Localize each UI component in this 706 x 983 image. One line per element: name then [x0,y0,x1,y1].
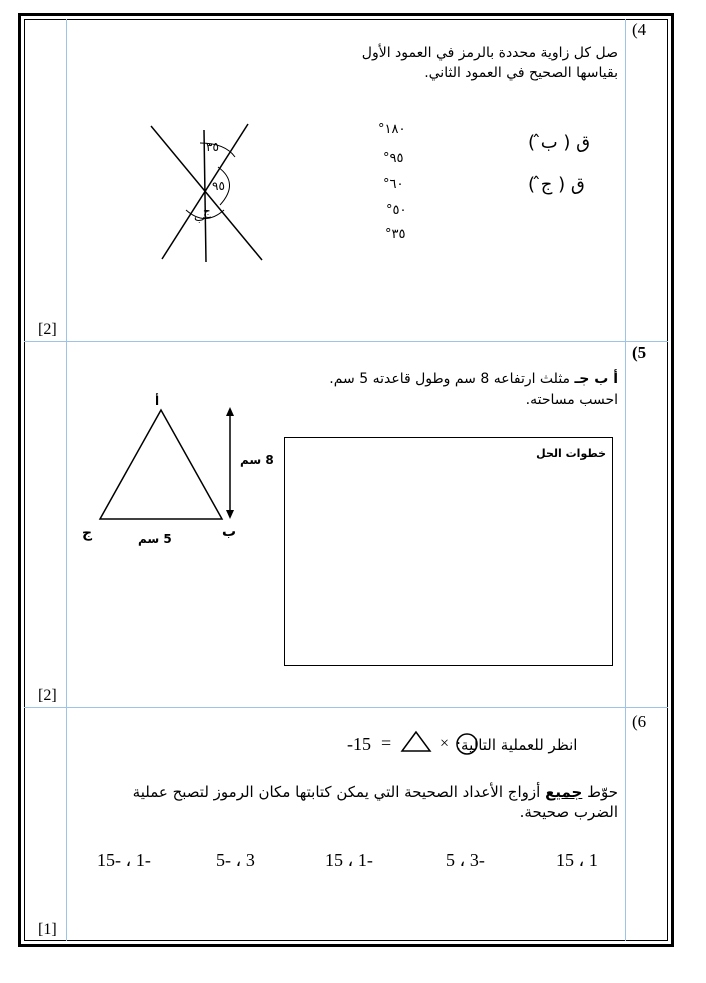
answer-box[interactable] [284,437,613,666]
measure-180: ١٨٠° [378,122,406,137]
triangle-icon [400,730,434,754]
angle-c-item: ق ( ج̂ ) [528,174,585,195]
measure-95: ٩٥° [383,151,404,166]
equals-sign: = [381,733,392,753]
intersecting-lines-figure [140,115,280,265]
number-pair-3[interactable]: -1 ، 15 [325,850,373,870]
angle-label-b: ب [194,210,206,224]
number-column-line [625,19,626,941]
question-5-number: (5 [632,343,647,362]
question-4-score: [2] [38,321,57,338]
question-6-number: (6 [632,712,647,731]
instruction-prefix: حوّط [582,783,618,801]
angle-label-95: ٩٥ [212,179,225,193]
height-label: 8 سم [240,453,274,467]
times-sign: × [440,735,450,752]
number-pair-5[interactable]: -1 ، -15 [97,850,151,870]
angle-b-item: ق ( ب̂ ) [528,132,591,153]
instruction-rest: أزواج الأعداد الصحيحة التي يمكن كتابتها مكان الرموز لتصبح عملية الضرب صحيحة. [132,783,618,821]
question-4-line-2: بقياسها الصحيح في العمود الثاني. [424,65,618,81]
measure-60: ٦٠° [383,177,404,192]
triangle-name: أ ب جـ [574,371,618,387]
vertex-a-label: أ [155,394,160,408]
base-label: 5 سم [138,532,172,546]
question-5-line-2: احسب مساحته. [525,392,618,408]
question-4-line-1: صل كل زاوية محددة بالرمز في العمود الأول [361,45,618,61]
answer-box-title: خطوات الحل [536,447,606,460]
question-6-instruction [103,782,618,822]
row-divider-2 [24,707,668,708]
question-5-score: [2] [38,687,57,704]
circle-icon [455,732,481,756]
question-6-prompt: انظر للعملية التالية: [456,736,578,754]
angle-label-35: ٣٥ [206,140,219,154]
row-divider-1 [24,341,668,342]
question-6-score: [1] [38,921,57,938]
measure-35: ٣٥° [385,227,406,242]
angle-label-c: ج [203,204,211,218]
measure-50: ٥٠° [386,203,407,218]
number-pair-4[interactable]: 3 ، -5 [216,850,255,870]
number-pair-1[interactable]: 1 ، 15 [556,850,598,870]
question-5-line-1-rest: مثلث ارتفاعه 8 سم وطول قاعدته 5 سم. [329,371,575,387]
score-column-line [66,19,67,941]
vertex-c-label: ج [82,525,93,541]
instruction-bold-all: جميع [545,783,583,801]
number-pair-2[interactable]: -3 ، 5 [446,850,485,870]
triangle-figure [95,405,245,525]
equation-result: -15 [347,734,371,754]
question-5-line-1 [218,370,618,388]
question-4-number: (4 [632,20,647,39]
vertex-b-label: ب [222,524,237,540]
